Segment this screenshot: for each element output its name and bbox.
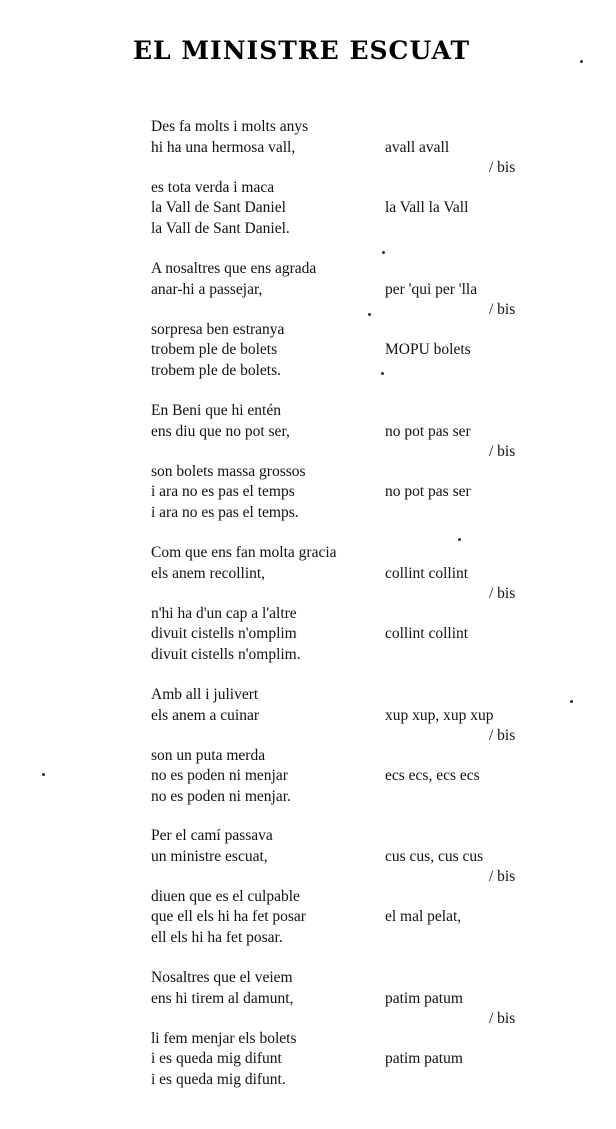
refrain-line: patim patum [385,990,463,1007]
bis-marker: / bis [489,868,516,885]
refrain-line: MOPU bolets [385,341,471,358]
refrain-line: per 'qui per 'lla [385,281,478,298]
refrain-line: ecs ecs, ecs ecs [385,767,480,784]
poem-line: es tota verda i maca [151,179,275,196]
poem-line: els anem a cuinar [151,707,260,724]
poem-line: un ministre escuat, [151,848,268,865]
poem-line: i ara no es pas el temps. [151,504,299,521]
poem-title: EL MINISTRE ESCUAT [133,36,471,65]
refrain-line: xup xup, xup xup [385,707,494,724]
refrain-line: collint collint [385,625,469,642]
refrain-line: avall avall [385,139,450,156]
poem-line: i ara no es pas el temps [151,483,295,500]
poem-line: n'hi ha d'un cap a l'altre [151,605,297,622]
poem-line: i es queda mig difunt [151,1050,282,1067]
poem-line: En Beni que hi entén [151,402,281,419]
refrain-line: el mal pelat, [385,908,462,925]
poem-line: i es queda mig difunt. [151,1071,286,1088]
poem-line: no es poden ni menjar. [151,788,291,805]
poem-line: trobem ple de bolets. [151,362,281,379]
scan-speck [458,538,461,541]
poem-line: Des fa molts i molts anys [151,118,309,135]
poem-line: ens hi tirem al damunt, [151,990,294,1007]
bis-marker: / bis [489,443,516,460]
scan-speck [381,372,384,375]
poem-line: Per el camí passava [151,827,273,844]
poem-line: els anem recollint, [151,565,266,582]
scan-speck [580,60,583,63]
poem-line: no es poden ni menjar [151,767,288,784]
refrain-line: patim patum [385,1050,463,1067]
poem-line: son un puta merda [151,747,266,764]
poem-line: li fem menjar els bolets [151,1030,297,1047]
poem-line: sorpresa ben estranya [151,321,285,338]
bis-marker: / bis [489,1010,516,1027]
poem-line: Nosaltres que el veiem [151,969,293,986]
refrain-line: la Vall la Vall [385,199,469,216]
poem-line: ens diu que no pot ser, [151,423,290,440]
bis-marker: / bis [489,301,516,318]
poem-line: divuit cistells n'omplim. [151,646,301,663]
refrain-line: cus cus, cus cus [385,848,484,865]
scan-speck [382,251,385,254]
poem-line: son bolets massa grossos [151,463,306,480]
poem-line: diuen que es el culpable [151,888,300,905]
poem-line: anar-hi a passejar, [151,281,263,298]
refrain-line: no pot pas ser [385,423,471,440]
scan-speck [368,313,371,316]
bis-marker: / bis [489,585,516,602]
poem-line: Amb all i julivert [151,686,259,703]
poem-line: Com que ens fan molta gracia [151,544,337,561]
bis-marker: / bis [489,159,516,176]
refrain-line: collint collint [385,565,469,582]
poem-line: trobem ple de bolets [151,341,278,358]
bis-marker: / bis [489,727,516,744]
scan-speck [570,700,573,703]
poem-line: la Vall de Sant Daniel. [151,220,290,237]
poem-line: A nosaltres que ens agrada [151,260,317,277]
poem-line: ell els hi ha fet posar. [151,929,283,946]
poem-line: divuit cistells n'omplim [151,625,297,642]
refrain-line: no pot pas ser [385,483,471,500]
poem-line: hi ha una hermosa vall, [151,139,296,156]
poem-line: la Vall de Sant Daniel [151,199,286,216]
scan-speck [42,773,45,776]
poem-line: que ell els hi ha fet posar [151,908,306,925]
